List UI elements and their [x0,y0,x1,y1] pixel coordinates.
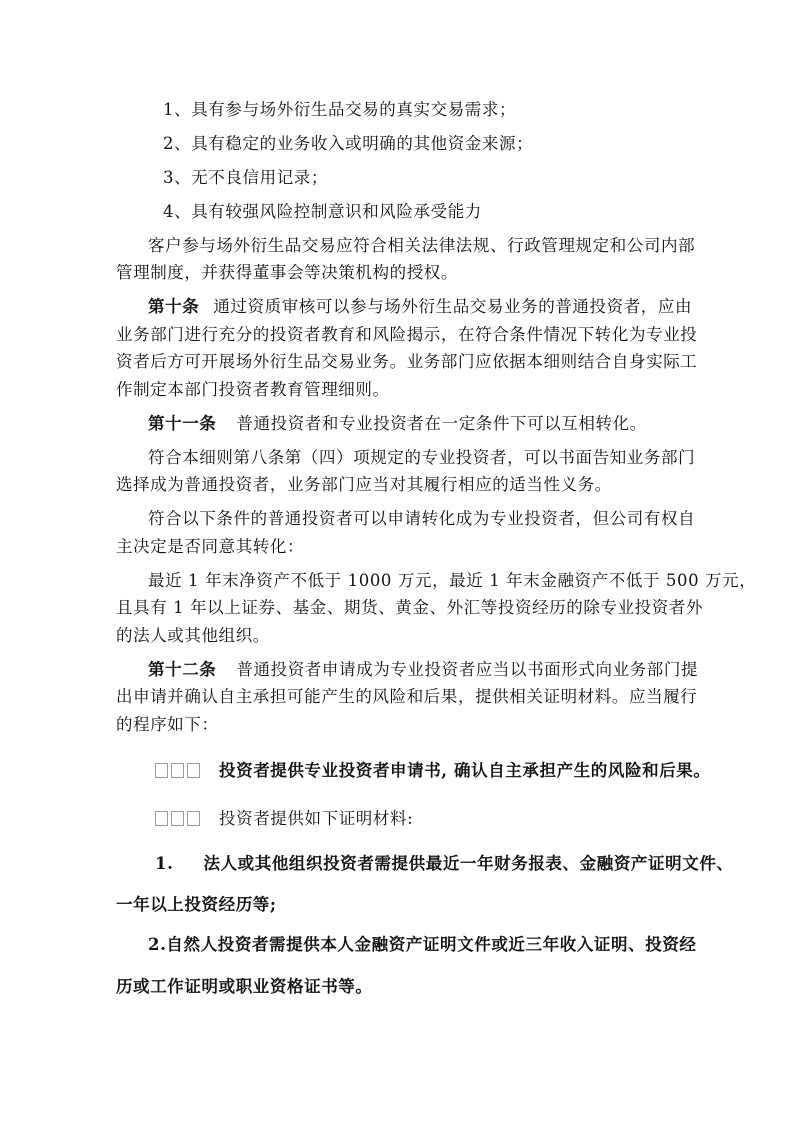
article-11-text: 普通投资者和专业投资者在一定条件下可以互相转化。 [236,414,647,433]
material-item-1-line-2: 一年以上投资经历等; [116,895,277,914]
step-1 [155,760,711,782]
article-10-line-1 [148,296,692,318]
article-11-p3-line-2: 且具有 1 年以上证券、基金、期货、黄金、外汇等投资经历的除专业投资者外 [116,598,704,617]
list-item-3: 3、无不良信用记录； [163,168,328,187]
article-10-line-4: 作制定本部门投资者教育管理细则。 [116,380,390,399]
material-item-2-line-1: 2.自然人投资者需提供本人金融资产证明文件或近三年收入证明、投资经 [148,935,697,954]
step-2 [155,808,413,830]
article-11-p3-line-3: 的法人或其他组织。 [116,626,270,645]
article-11-p1-line-1: 符合本细则第八条第（四）项规定的专业投资者，可以书面告知业务部门 [148,448,696,467]
article-11-p1-line-2: 选择成为普通投资者，业务部门应当对其履行相应的适当性义务。 [116,475,612,494]
material-item-1-text: 法人或其他组织投资者需提供最近一年财务报表、金融资产证明文件、 [203,854,734,873]
material-item-2-line-2: 历或工作证明或职业资格证书等。 [116,977,373,996]
article-11-p2-line-1: 符合以下条件的普通投资者可以申请转化成为专业投资者，但公司有权自 [148,509,696,528]
list-item-1: 1、具有参与场外衍生品交易的真实交易需求； [163,100,517,119]
customer-paragraph-line-1: 客户参与场外衍生品交易应符合相关法律法规、行政管理规定和公司内部 [148,236,696,255]
article-11-title: 第十一条 [148,414,217,433]
article-11-line-1 [148,413,647,435]
material-item-1-number: 1. [155,854,174,873]
article-12-line-1 [148,659,698,681]
article-10-line-3: 资者后方可开展场外衍生品交易业务。业务部门应依据本细则结合自身实际工 [116,352,698,371]
step-2-text: 投资者提供如下证明材料: [219,809,414,828]
list-item-2: 2、具有稳定的业务收入或明确的其他资金来源； [163,134,534,153]
step-1-text: 投资者提供专业投资者申请书, 确认自主承担产生的风险和后果。 [219,761,711,780]
article-11-p3-line-1: 最近 1 年末净资产不低于 1000 万元，最近 1 年末金融资产不低于 500 万元， [148,571,757,590]
article-12-line-2: 出申请并确认自主承担可能产生的风险和后果，提供相关证明材料。应当履行 [116,687,698,706]
customer-paragraph-line-2: 管理制度，并获得董事会等决策机构的授权。 [116,263,458,282]
article-11-p2-line-2: 主决定是否同意其转化： [116,537,305,556]
missing-glyph-icon [155,761,203,780]
article-12-line-3: 的程序如下： [116,715,219,734]
article-10-title: 第十条 [148,297,200,316]
missing-glyph-icon [155,809,203,828]
article-10-line-2: 业务部门进行充分的投资者教育和风险揭示，在符合条件情况下转化为专业投 [116,325,698,344]
article-12-title: 第十二条 [148,660,217,679]
material-item-1-line-1 [155,853,734,875]
list-item-4: 4、具有较强风险控制意识和风险承受能力 [163,202,482,221]
article-12-text: 普通投资者申请成为专业投资者应当以书面形式向业务部门提 [236,660,699,679]
article-10-text: 通过资质审核可以参与场外衍生品交易业务的普通投资者，应由 [213,297,693,316]
